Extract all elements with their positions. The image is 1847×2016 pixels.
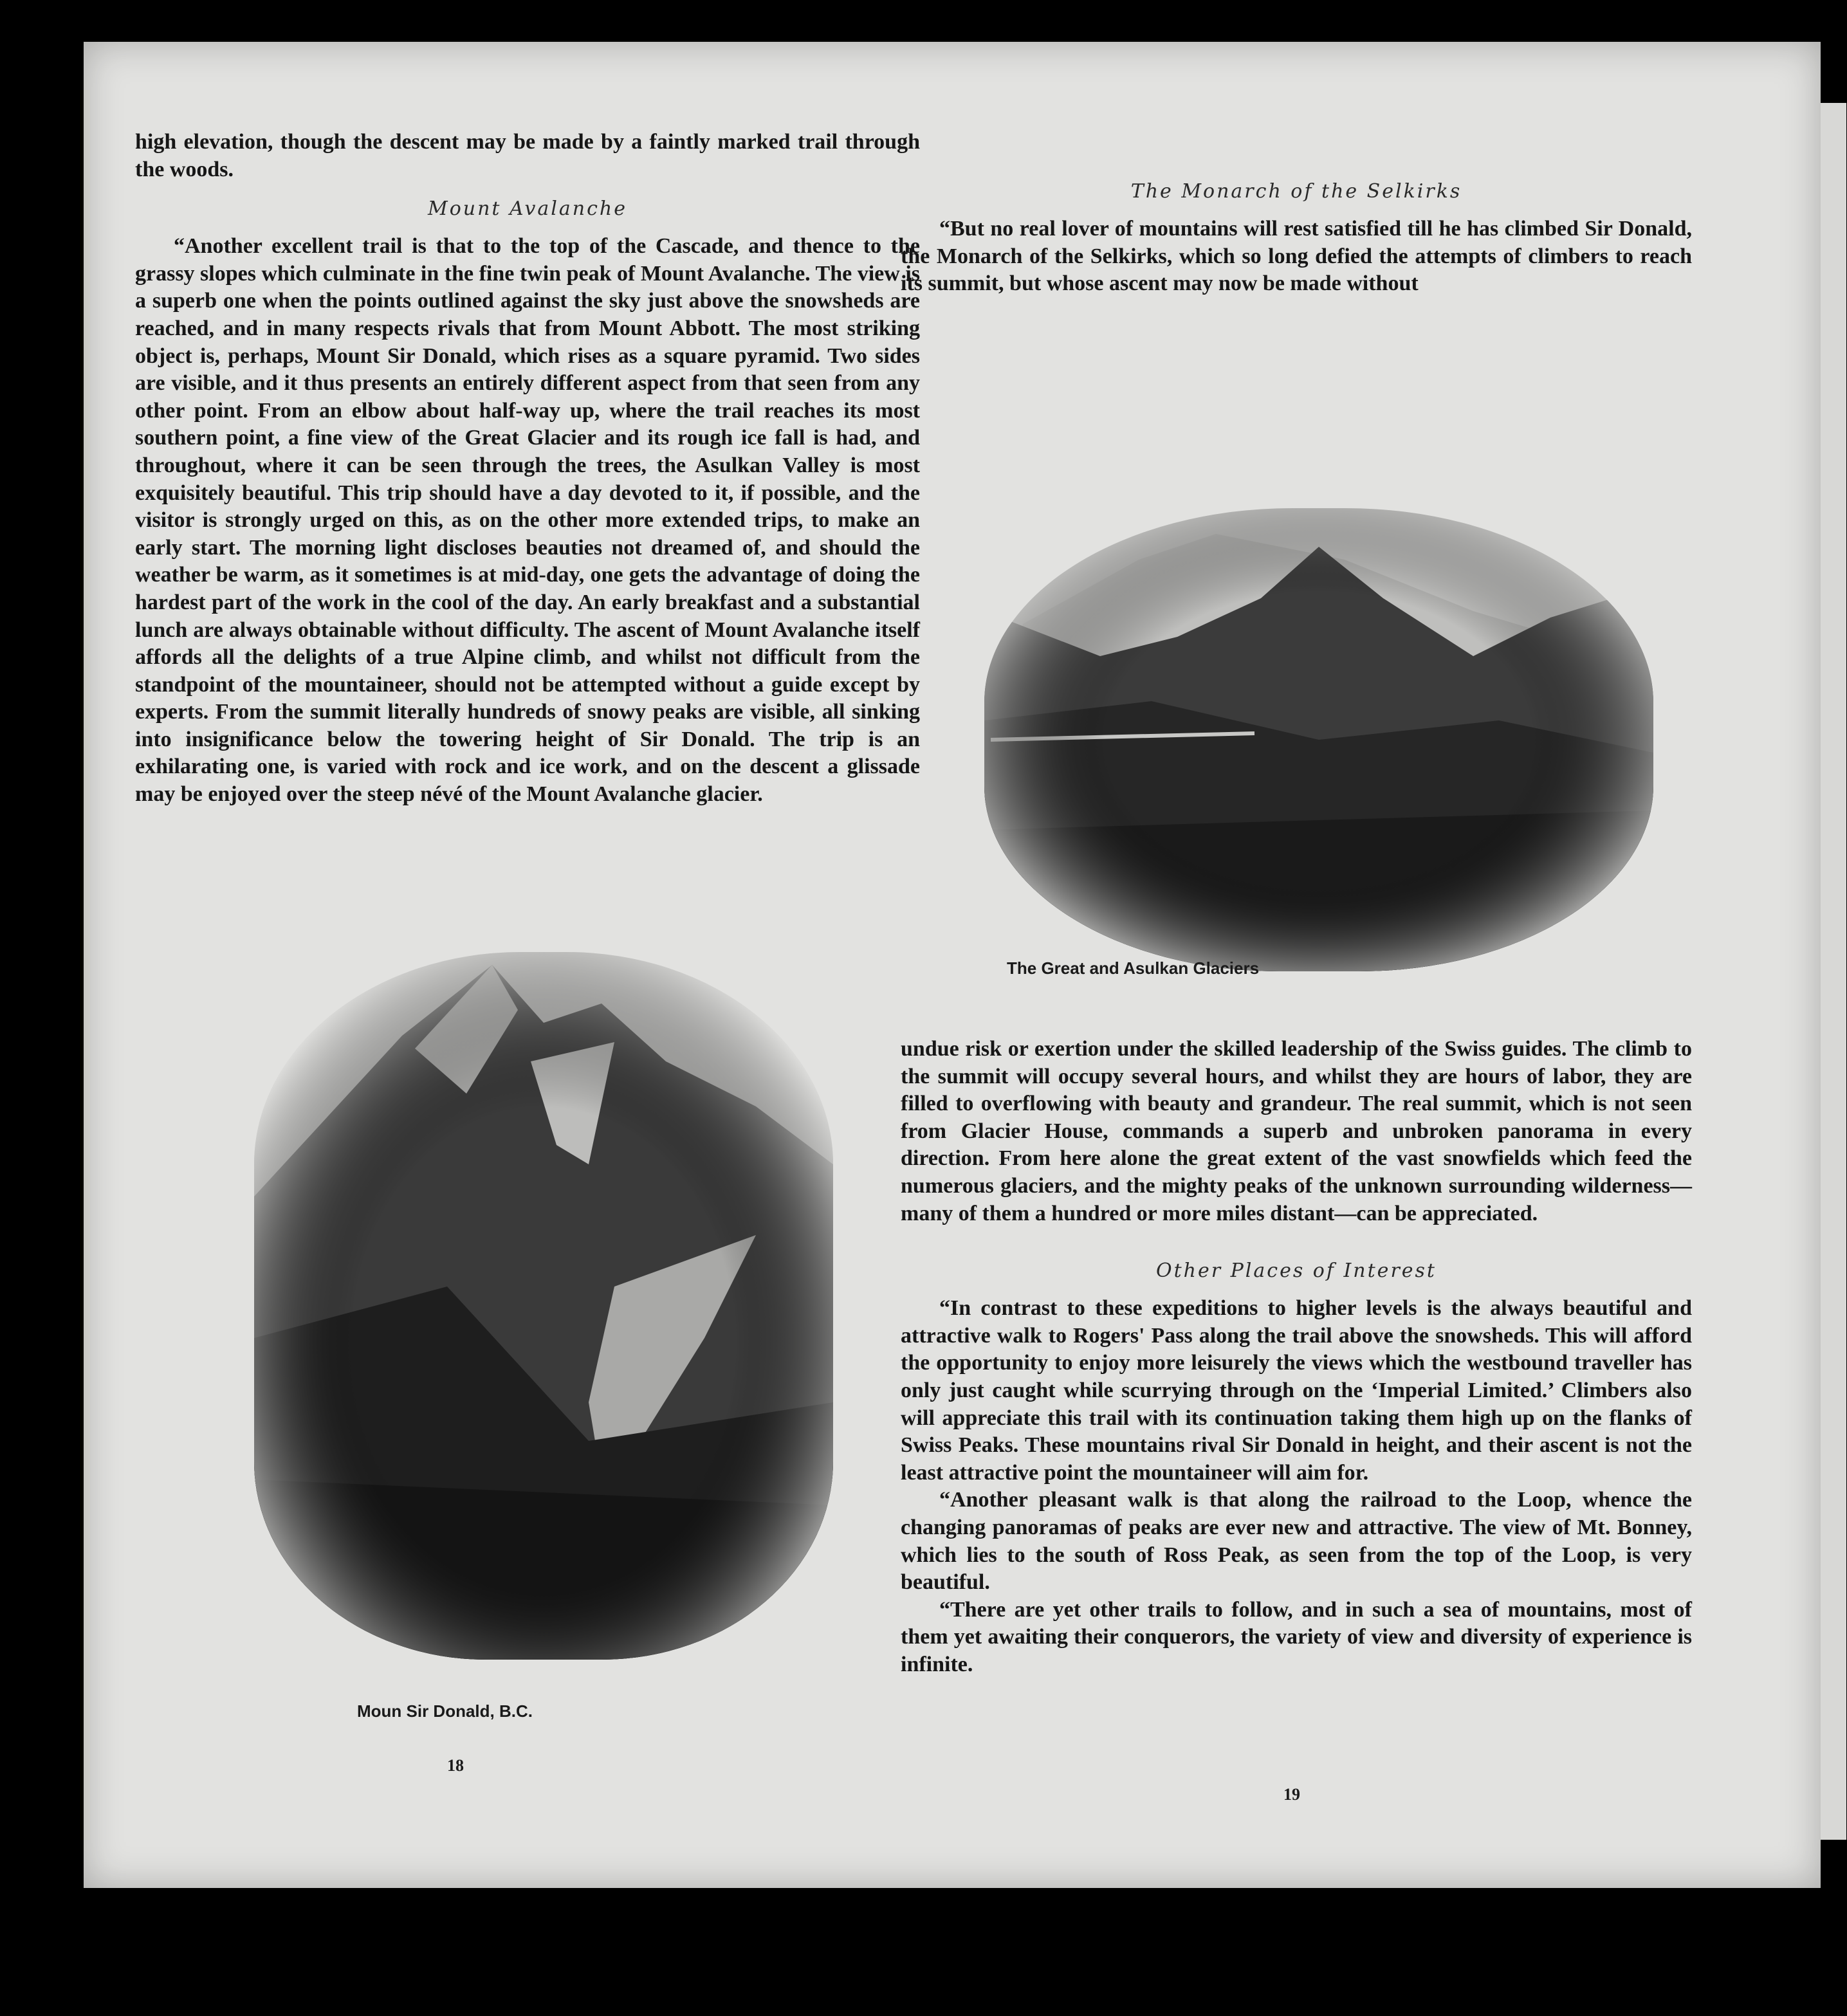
heading-other-places-of-interest: Other Places of Interest — [1156, 1260, 1437, 1283]
right-page-bottom — [901, 1036, 1692, 1678]
heading-monarch-of-selkirks: The Monarch of the Selkirks — [1130, 180, 1462, 203]
page-number-19: 19 — [1283, 1785, 1300, 1804]
photo-great-and-asulkan-glaciers — [984, 508, 1653, 971]
left-intro-text: high elevation, though the descent may be made by a faintly marked trail through the woods. — [135, 130, 920, 181]
other-places-paragraph-3: “There are yet other trails to follow, and in such a sea of mountains, most of them yet awaiting their conquerors, the variety of view and diversity of experience is infinite. — [901, 1597, 1692, 1676]
next-page-edge — [1821, 103, 1846, 1840]
photo-mount-sir-donald — [254, 952, 833, 1660]
other-places-paragraph-2: “Another pleasant walk is that along the railroad to the Loop, whence the changing panoramas of peaks are ever new and attractive. The view of Mt. Bonney, which lies to the south of Ross Peak, as seen from the top of the Loop, is very beautiful. — [901, 1488, 1692, 1595]
other-places-paragraph-1: “In contrast to these expeditions to higher levels is the always beautiful and attractive walk to Rogers' Pass along the trail above the snowsheds. This will afford the opportunity to enjoy more leisurely the views which the westbound traveller has only just caught while scurrying through on the ‘Imperial Limited.’ Climbers also will appreciate this trail with its continuation taking them high up on the flanks of Swiss Peaks. These mountains rival Sir Donald in height, and their ascent is not the least attractive point the mountaineer will aim for. — [901, 1296, 1692, 1485]
monarch-paragraph: “But no real lover of mountains will rest satisfied till he has climbed Sir Donald, the Monarch of the Selkirks, which so long defied the attempts of climbers to reach its summit, but whose ascent may now be made without — [901, 217, 1692, 296]
heading-mount-avalanche: Mount Avalanche — [428, 197, 627, 221]
right-page-top — [901, 180, 1692, 298]
caption-mount-sir-donald: Moun Sir Donald, B.C. — [357, 1701, 533, 1721]
monarch-paragraph-continued: undue risk or exertion under the skilled leadership of the Swiss guides. The climb to the summit will occupy several hours, and whilst they are hours of labor, they are filled to overflowing with beauty and grandeur. The real summit, which is not seen from Glacier House, commands a superb and unbroken panorama in every direction. From here alone the great extent of the vast snowfields which feed the numerous glaciers, and the mighty peaks of the unknown surrounding wilderness—many of them a hundred or more miles distant—can be appreciated. — [901, 1037, 1692, 1225]
left-page — [135, 129, 920, 809]
page-number-18: 18 — [447, 1756, 464, 1775]
mount-avalanche-paragraph: “Another excellent trail is that to the top of the Cascade, and thence to the grassy slopes which culminate in the fine twin peak of Mount Avalanche. The view is a superb one when the points outlined against the sky just above the snowsheds are reached, and in many respects rivals that from Mount Abbott. The most striking object is, perhaps, Mount Sir Donald, which rises as a square pyramid. Two sides are visible, and it thus presents an entirely different aspect from that seen from any other point. From an elbow about half-way up, where the trail reaches its most southern point, a fine view of the Great Glacier and its rough ice fall is had, and throughout, where it can be seen through the trees, the Asulkan Valley is most exquisitely beautiful. This trip should have a day devoted to it, if possible, and the visitor is strongly urged on this, as on the other more extended trips, to make an early start. The morning light discloses beauties not dreamed of, and should the weather be warm, as it sometimes is at mid-day, one gets the advantage of doing the hardest part of the work in the cool of the day. An early breakfast and a substantial lunch are always obtainable without difficulty. The ascent of Mount Avalanche itself affords all the delights of a true Alpine climb, and whilst not difficult from the standpoint of the mountaineer, should not be attempted without a guide except by experts. From the summit literally hundreds of snowy peaks are visible, all sinking into insignificance below the towering height of Sir Donald. The trip is an exhilarating one, is varied with rock and ice work, and on the descent a glissade may be enjoyed over the steep névé of the Mount Avalanche glacier. — [135, 234, 920, 807]
caption-great-and-asulkan-glaciers: The Great and Asulkan Glaciers — [1007, 958, 1260, 978]
